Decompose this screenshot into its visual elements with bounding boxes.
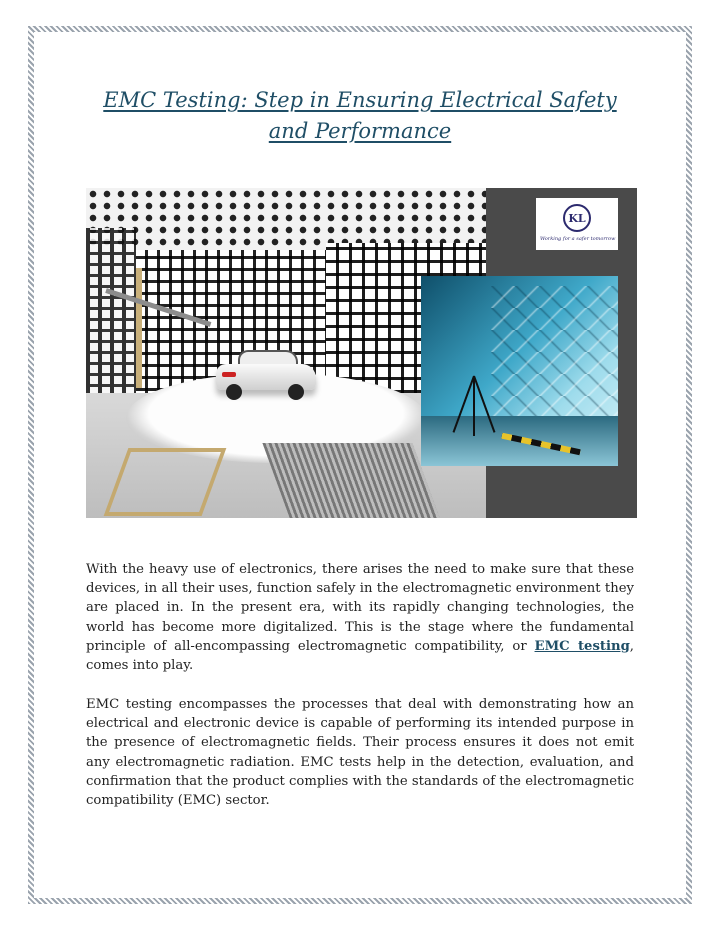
intro-text-end: , comes into play.: [86, 638, 634, 674]
intro-paragraph: [86, 560, 634, 675]
hero-image: [86, 188, 637, 518]
test-vehicle: [216, 348, 316, 398]
logo-mark: KL: [563, 204, 591, 232]
tripod-icon: [459, 376, 489, 436]
body-paragraph: EMC testing encompasses the processes that deal with demonstrating how an electrical and electronic device is capable of performing its intended purpose in the presence of electromagnetic fields. Their process ensures it does not emit any electromagnetic radiation. EMC tests help in the detection, evaluation, and confirmation that the product complies with the standards of the electromagnetic compatibility (EMC) sector.: [86, 697, 634, 809]
page-title: EMC Testing: Step in Ensuring Electrical Safety and Performance: [103, 88, 617, 143]
test-antenna: [96, 248, 216, 368]
company-logo: [536, 198, 618, 250]
inset-chamber-photo: [421, 276, 618, 466]
logo-tagline: Working for a safer tomorrow: [540, 236, 616, 242]
intro-text: With the heavy use of electronics, there arises the need to make sure that these devices, in all their uses, function safely in the electromagnetic environment they are placed in. In the present era, with its rapidly changing technologies, the world has become more digitalized. This is the stage where the fundamental principle of all-encompassing electromagnetic compatibility, or: [86, 562, 634, 654]
emc-testing-link[interactable]: EMC testing: [534, 638, 630, 654]
